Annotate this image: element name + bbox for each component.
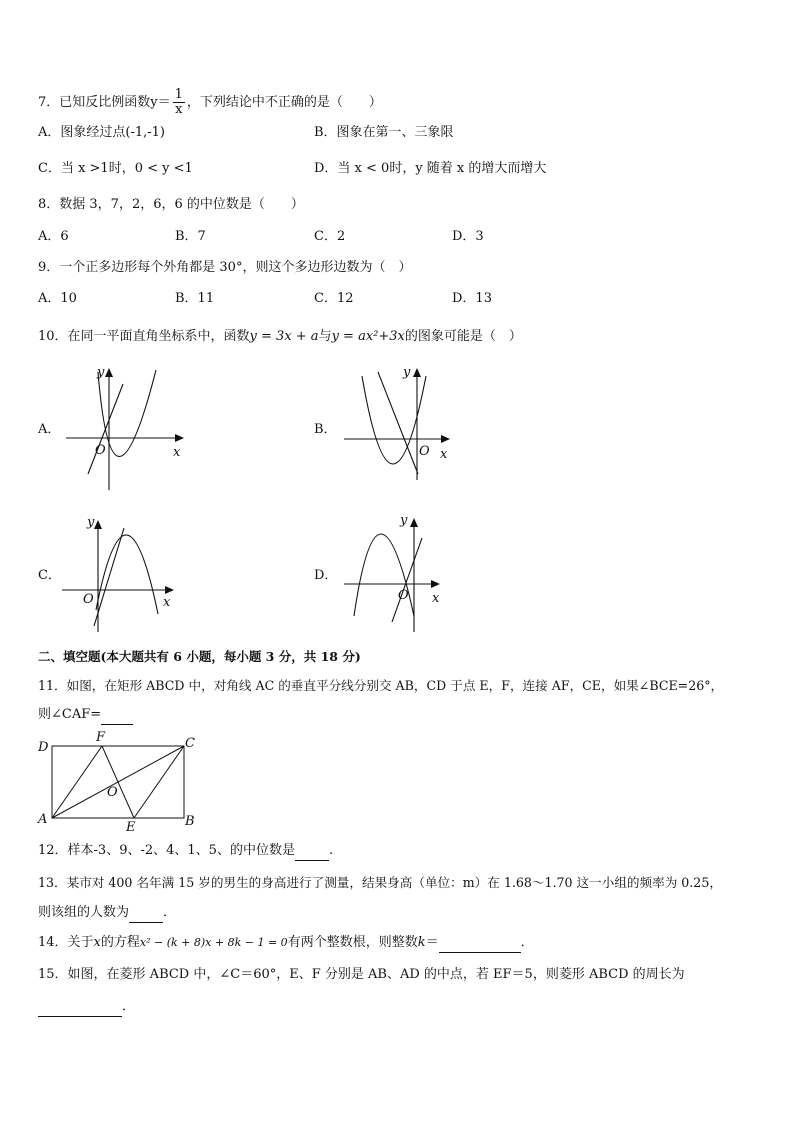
q9-stem: 9．一个正多边形每个外角都是 30°，则这个多边形边数为（ ） [38,260,412,275]
origin-label: O [419,444,430,459]
q7-stem-a: 7．已知反比例函数y＝ [38,95,171,110]
parabola-graph [96,535,158,614]
q10-equation-1: y = 3x + a [249,329,319,344]
parabola-graph [362,376,426,464]
y-axis-arrow [105,368,113,377]
q10-graph-c [58,510,188,640]
q10-option-c-label: C． [38,568,61,583]
q13-line-2: 则该组的人数为 ． [38,904,176,923]
q7-stem [38,88,382,117]
q13-line-1: 13．某市对 400 名年满 15 岁的男生的身高进行了测量，结果身高（单位：m）在 1.68～1.70 这一小组的频率为 0.25， [38,875,722,890]
x-axis-arrow [441,435,450,443]
q10-stem: 10．在同一平面直角坐标系中，函数y = 3x + a与y = ax²+3x的图象可能是（ ） [38,329,522,344]
segment-ce [134,746,184,818]
q13-answer-blank[interactable] [129,904,163,923]
q11-rectangle-figure [34,730,204,836]
label-c: C [185,736,195,751]
label-a: A [38,812,48,827]
parabola-graph [354,534,414,616]
q7-fraction: $\frac{1}{x}$ [174,87,183,117]
q10-graph-d [340,510,470,640]
y-axis-arrow [413,368,421,377]
label-d: D [38,740,49,755]
q15-line-1: 15．如图，在菱形 ABCD 中，∠C＝60°，E、F 分别是 AB、AD 的中点，若 EF＝5，则菱形 ABCD 的周长为 [38,967,685,982]
q14-stem: 14．关于x的方程x² − (k + 8)x + 8k − 1 = 0有两个整数根，则整数k＝ ． [38,934,534,953]
q10-equation-2: y = ax²+3x [331,329,405,344]
y-axis-arrow [94,520,102,529]
segment-af [52,746,102,818]
origin-label: O [398,588,409,603]
parabola-graph [98,370,156,457]
q9-option-a: A．10 [38,291,77,306]
q12-stem: 12．样本-3、9、-2、4、1、5、的中位数是 . [38,842,333,861]
q15-line-2: ． [38,998,135,1017]
q7-option-a: A．图象经过点(-1,-1) [38,125,165,140]
q7-stem-b: ，下列结论中不正确的是（ ） [186,95,382,110]
q7-option-b: B．图象在第一、三象限 [314,125,454,140]
line-graph [378,372,418,474]
axis-x-label: x [163,595,171,610]
y-axis-arrow [410,518,418,527]
q10-graph-b [340,362,470,492]
axis-x-label: x [173,445,181,460]
q10-option-a-label: A． [38,422,61,437]
label-b: B [185,814,195,829]
x-axis-arrow [431,580,440,588]
section-2-title: 二、填空题(本大题共有 6 小题，每小题 3 分，共 18 分) [38,649,361,664]
x-axis-arrow [175,434,184,442]
segment-fe [102,746,134,818]
origin-label: O [95,443,106,458]
line-graph [392,538,422,622]
q9-option-b: B．11 [175,291,215,306]
origin-label: O [83,592,94,607]
q11-line-1: 11．如图，在矩形 ABCD 中，对角线 AC 的垂直平分线分别交 AB，CD 于点 E，F，连接 AF，CE，如果∠BCE=26°， [38,678,724,693]
label-e: E [126,820,136,835]
axis-y-label: y [400,513,408,528]
q9-option-d: D．13 [452,291,492,306]
q7-option-d: D．当 x < 0时，y 随着 x 的增大而增大 [314,161,547,176]
q11-answer-blank[interactable] [101,706,133,725]
q8-option-c: C．2 [314,229,346,244]
axis-y-label: y [403,365,411,380]
label-o: O [107,785,118,800]
q14-answer-blank[interactable] [439,934,521,953]
q8-option-b: B．7 [175,229,206,244]
q10-option-d-label: D． [314,568,338,583]
q8-option-d: D．3 [452,229,484,244]
q10-option-b-label: B． [314,422,337,437]
axis-y-label: y [97,365,105,380]
q9-option-c: C．12 [314,291,354,306]
axis-x-label: x [432,591,440,606]
q15-answer-blank[interactable] [38,998,122,1017]
q8-option-a: A．6 [38,229,69,244]
q10-graph-a [60,362,190,492]
q14-equation: x² − (k + 8)x + 8k − 1 = 0 [139,936,288,949]
axis-x-label: x [440,447,448,462]
q11-line-2: 则∠CAF= [38,706,133,725]
q7-option-c: C．当 x >1时，0 < y <1 [38,161,193,176]
q12-answer-blank[interactable] [295,842,329,861]
axis-y-label: y [87,515,95,530]
q8-stem: 8．数据 3，7，2，6，6 的中位数是（ ） [38,197,304,212]
x-axis-arrow [165,586,174,594]
label-f: F [96,730,106,745]
